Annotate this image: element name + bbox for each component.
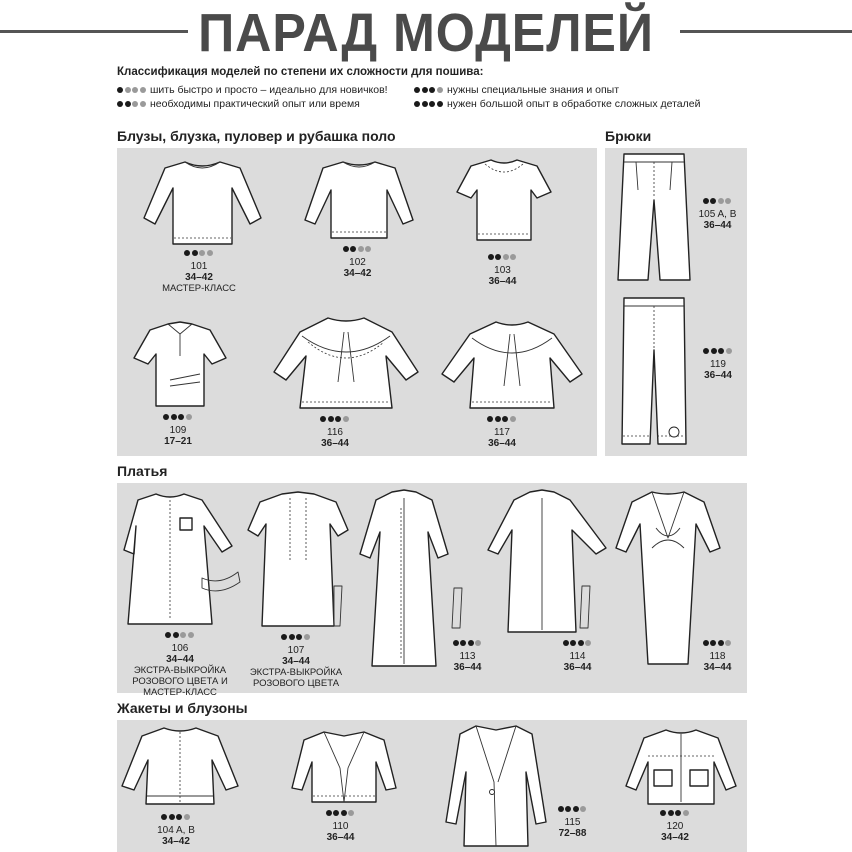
model-number: 116 xyxy=(327,427,343,438)
garment-drawing-109[interactable] xyxy=(130,318,230,410)
model-116[interactable] xyxy=(285,414,385,449)
model-note: ЭКСТРА-ВЫКРОЙКА РОЗОВОГО ЦВЕТА xyxy=(249,667,343,689)
difficulty-dot-empty xyxy=(580,806,586,812)
difficulty-dot-filled xyxy=(668,810,674,816)
garment-drawing-104[interactable] xyxy=(120,724,240,808)
legend-level-text: нужны специальные знания и опыт xyxy=(447,84,620,96)
difficulty-dot-filled xyxy=(487,416,493,422)
difficulty-dots xyxy=(414,98,444,110)
difficulty-dot-empty xyxy=(437,87,443,93)
model-sizes: 36–44 xyxy=(703,220,732,231)
difficulty-dot-filled xyxy=(495,254,501,260)
difficulty-dot-empty xyxy=(180,632,186,638)
model-sizes: 34–44 xyxy=(166,654,194,665)
difficulty-dot-filled xyxy=(335,416,341,422)
difficulty-dot-filled xyxy=(173,632,179,638)
difficulty-dot-filled xyxy=(350,246,356,252)
difficulty-dot-filled xyxy=(437,101,443,107)
garment-drawing-107[interactable] xyxy=(244,490,356,630)
difficulty-dot-filled xyxy=(165,632,171,638)
difficulty-dot-filled xyxy=(289,634,295,640)
model-105[interactable] xyxy=(690,196,745,231)
section-title-blouses: Блузы, блузка, пуловер и рубашка поло xyxy=(117,128,396,144)
model-number: 113 xyxy=(459,651,476,662)
legend-heading: Классификация моделей по степени их сложности для пошива: xyxy=(117,66,484,78)
model-note: МАСТЕР-КЛАСС xyxy=(162,283,236,294)
difficulty-dot-filled xyxy=(320,416,326,422)
model-sizes: 36–44 xyxy=(321,438,349,449)
difficulty-dot-filled xyxy=(161,814,167,820)
difficulty-dot-filled xyxy=(488,254,494,260)
difficulty-dot-empty xyxy=(140,87,146,93)
difficulty-dot-empty xyxy=(207,250,213,256)
difficulty-dot-filled xyxy=(184,250,190,256)
garment-drawing-117[interactable] xyxy=(440,316,585,412)
difficulty-dots xyxy=(488,252,518,263)
difficulty-dot-empty xyxy=(510,254,516,260)
difficulty-dot-filled xyxy=(296,634,302,640)
model-sizes: 36–44 xyxy=(488,438,516,449)
difficulty-dot-filled xyxy=(176,814,182,820)
difficulty-dots xyxy=(660,808,690,819)
legend-level-text: шить быстро и просто – идеально для новичков! xyxy=(150,84,388,96)
model-109[interactable] xyxy=(128,412,228,447)
garment-drawing-106[interactable] xyxy=(120,488,245,628)
model-110[interactable] xyxy=(318,808,363,843)
model-102[interactable] xyxy=(305,244,410,279)
difficulty-dot-filled xyxy=(563,640,569,646)
difficulty-dot-filled xyxy=(711,348,717,354)
model-113[interactable] xyxy=(440,638,495,673)
difficulty-dots xyxy=(326,808,356,819)
model-number: 110 xyxy=(332,821,349,832)
model-number: 104 A, B xyxy=(157,825,195,836)
model-120[interactable] xyxy=(640,808,710,843)
model-sizes: 34–42 xyxy=(343,268,372,279)
garment-drawing-101[interactable] xyxy=(140,158,265,248)
difficulty-dots xyxy=(281,632,311,643)
garment-drawing-120[interactable] xyxy=(622,726,740,808)
model-sizes: 17–21 xyxy=(164,436,192,447)
model-107[interactable] xyxy=(240,632,352,689)
difficulty-dots xyxy=(320,414,350,425)
difficulty-dots xyxy=(703,196,733,207)
model-101[interactable] xyxy=(143,248,255,294)
model-note: ЭКСТРА-ВЫКРОЙКА РОЗОВОГО ЦВЕТА И МАСТЕР-КЛАСС xyxy=(132,665,228,698)
difficulty-dot-empty xyxy=(125,87,131,93)
difficulty-dot-filled xyxy=(570,640,576,646)
difficulty-dot-filled xyxy=(333,810,339,816)
legend-level-1 xyxy=(117,84,388,96)
difficulty-dot-filled xyxy=(502,416,508,422)
garment-drawing-115[interactable] xyxy=(440,722,552,850)
model-number: 101 xyxy=(190,261,208,272)
legend-level-2 xyxy=(117,98,360,110)
garment-drawing-119[interactable] xyxy=(614,294,694,450)
difficulty-dot-filled xyxy=(675,810,681,816)
model-sizes: 34–44 xyxy=(703,662,732,673)
garment-drawing-105[interactable] xyxy=(614,150,694,284)
garment-drawing-102[interactable] xyxy=(303,158,415,242)
difficulty-dot-filled xyxy=(171,414,177,420)
difficulty-dot-empty xyxy=(186,414,192,420)
difficulty-dot-empty xyxy=(199,250,205,256)
difficulty-dot-empty xyxy=(188,632,194,638)
difficulty-dot-empty xyxy=(343,416,349,422)
difficulty-dot-filled xyxy=(558,806,564,812)
model-sizes: 36–44 xyxy=(704,370,732,381)
difficulty-dot-empty xyxy=(365,246,371,252)
model-number: 102 xyxy=(349,257,366,268)
difficulty-dot-empty xyxy=(184,814,190,820)
model-104[interactable] xyxy=(145,812,207,847)
model-sizes: 34–42 xyxy=(162,836,190,847)
difficulty-dot-empty xyxy=(718,198,724,204)
difficulty-dot-empty xyxy=(726,348,732,354)
difficulty-dot-filled xyxy=(328,416,334,422)
difficulty-dot-empty xyxy=(683,810,689,816)
section-title-jackets: Жакеты и блузоны xyxy=(117,700,248,716)
model-115[interactable] xyxy=(550,804,595,839)
difficulty-dot-filled xyxy=(453,640,459,646)
legend-level-4 xyxy=(414,98,700,110)
model-sizes: 36–44 xyxy=(488,276,517,287)
garment-drawing-113[interactable] xyxy=(354,488,454,670)
difficulty-dots xyxy=(343,244,373,255)
garment-drawing-103[interactable] xyxy=(455,156,553,244)
difficulty-dot-filled xyxy=(703,198,709,204)
model-sizes: 36–44 xyxy=(453,662,482,673)
difficulty-dot-filled xyxy=(178,414,184,420)
model-number: 117 xyxy=(494,427,510,438)
garment-drawing-110[interactable] xyxy=(288,728,400,806)
model-number: 118 xyxy=(709,651,726,662)
difficulty-dot-filled xyxy=(192,250,198,256)
model-118[interactable] xyxy=(690,638,745,673)
legend-level-text: необходимы практический опыт или время xyxy=(150,98,360,110)
difficulty-dot-empty xyxy=(475,640,481,646)
model-106[interactable] xyxy=(115,630,245,698)
difficulty-dot-filled xyxy=(660,810,666,816)
difficulty-dot-filled xyxy=(718,348,724,354)
model-number: 109 xyxy=(169,425,187,436)
difficulty-dots xyxy=(703,346,733,357)
model-117[interactable] xyxy=(452,414,552,449)
difficulty-dot-filled xyxy=(710,198,716,204)
difficulty-dot-filled xyxy=(422,101,428,107)
difficulty-dots xyxy=(165,630,195,641)
model-number: 107 xyxy=(287,645,305,656)
difficulty-dot-empty xyxy=(348,810,354,816)
difficulty-dot-empty xyxy=(132,101,138,107)
model-number: 103 xyxy=(494,265,511,276)
difficulty-dot-filled xyxy=(460,640,466,646)
difficulty-dot-filled xyxy=(343,246,349,252)
difficulty-dot-filled xyxy=(422,87,428,93)
garment-drawing-116[interactable] xyxy=(268,312,424,412)
difficulty-dots xyxy=(558,804,588,815)
difficulty-dots xyxy=(703,638,733,649)
difficulty-dots xyxy=(163,412,193,423)
difficulty-dot-empty xyxy=(585,640,591,646)
model-number: 115 xyxy=(564,817,581,828)
difficulty-dots xyxy=(117,84,147,96)
legend-level-3 xyxy=(414,84,619,96)
difficulty-dot-filled xyxy=(468,640,474,646)
difficulty-dot-filled xyxy=(429,101,435,107)
difficulty-dot-filled xyxy=(414,101,420,107)
model-number: 106 xyxy=(171,643,189,654)
model-number: 120 xyxy=(666,821,684,832)
difficulty-dot-filled xyxy=(429,87,435,93)
difficulty-dot-filled xyxy=(703,348,709,354)
difficulty-dot-filled xyxy=(718,640,724,646)
difficulty-dots xyxy=(161,812,191,823)
difficulty-dot-filled xyxy=(163,414,169,420)
difficulty-dot-empty xyxy=(725,640,731,646)
difficulty-dot-filled xyxy=(565,806,571,812)
model-103[interactable] xyxy=(450,252,555,287)
difficulty-dots xyxy=(487,414,517,425)
difficulty-dot-filled xyxy=(710,640,716,646)
difficulty-dot-empty xyxy=(725,198,731,204)
difficulty-dot-filled xyxy=(117,87,123,93)
difficulty-dot-empty xyxy=(510,416,516,422)
difficulty-dots xyxy=(453,638,483,649)
difficulty-dot-filled xyxy=(281,634,287,640)
model-sizes: 34–42 xyxy=(661,832,689,843)
difficulty-dot-filled xyxy=(169,814,175,820)
model-sizes: 36–44 xyxy=(326,832,355,843)
difficulty-dots xyxy=(117,98,147,110)
difficulty-dot-filled xyxy=(125,101,131,107)
difficulty-legend xyxy=(117,66,757,78)
page-title: ПАРАД МОДЕЛЕЙ xyxy=(0,0,852,60)
difficulty-dot-filled xyxy=(573,806,579,812)
model-119[interactable] xyxy=(692,346,744,381)
difficulty-dots xyxy=(184,248,214,259)
model-sizes: 34–42 xyxy=(185,272,213,283)
model-number: 114 xyxy=(569,651,586,662)
model-sizes: 34–44 xyxy=(282,656,310,667)
difficulty-dot-filled xyxy=(341,810,347,816)
model-sizes: 72–88 xyxy=(558,828,587,839)
difficulty-dot-filled xyxy=(414,87,420,93)
difficulty-dots xyxy=(414,84,444,96)
difficulty-dots xyxy=(563,638,593,649)
difficulty-dot-filled xyxy=(578,640,584,646)
difficulty-dot-empty xyxy=(304,634,310,640)
difficulty-dot-filled xyxy=(117,101,123,107)
garment-drawing-114[interactable] xyxy=(482,488,612,636)
difficulty-dot-empty xyxy=(140,101,146,107)
model-114[interactable] xyxy=(550,638,605,673)
section-title-trousers: Брюки xyxy=(605,128,652,144)
model-number: 119 xyxy=(710,359,726,370)
model-number: 105 A, B xyxy=(698,209,737,220)
difficulty-dot-empty xyxy=(358,246,364,252)
difficulty-dot-filled xyxy=(326,810,332,816)
model-sizes: 36–44 xyxy=(563,662,592,673)
difficulty-dot-empty xyxy=(503,254,509,260)
difficulty-dot-filled xyxy=(703,640,709,646)
section-title-dresses: Платья xyxy=(117,463,168,479)
legend-level-text: нужен большой опыт в обработке сложных деталей xyxy=(447,98,701,110)
difficulty-dot-empty xyxy=(132,87,138,93)
difficulty-dot-filled xyxy=(495,416,501,422)
